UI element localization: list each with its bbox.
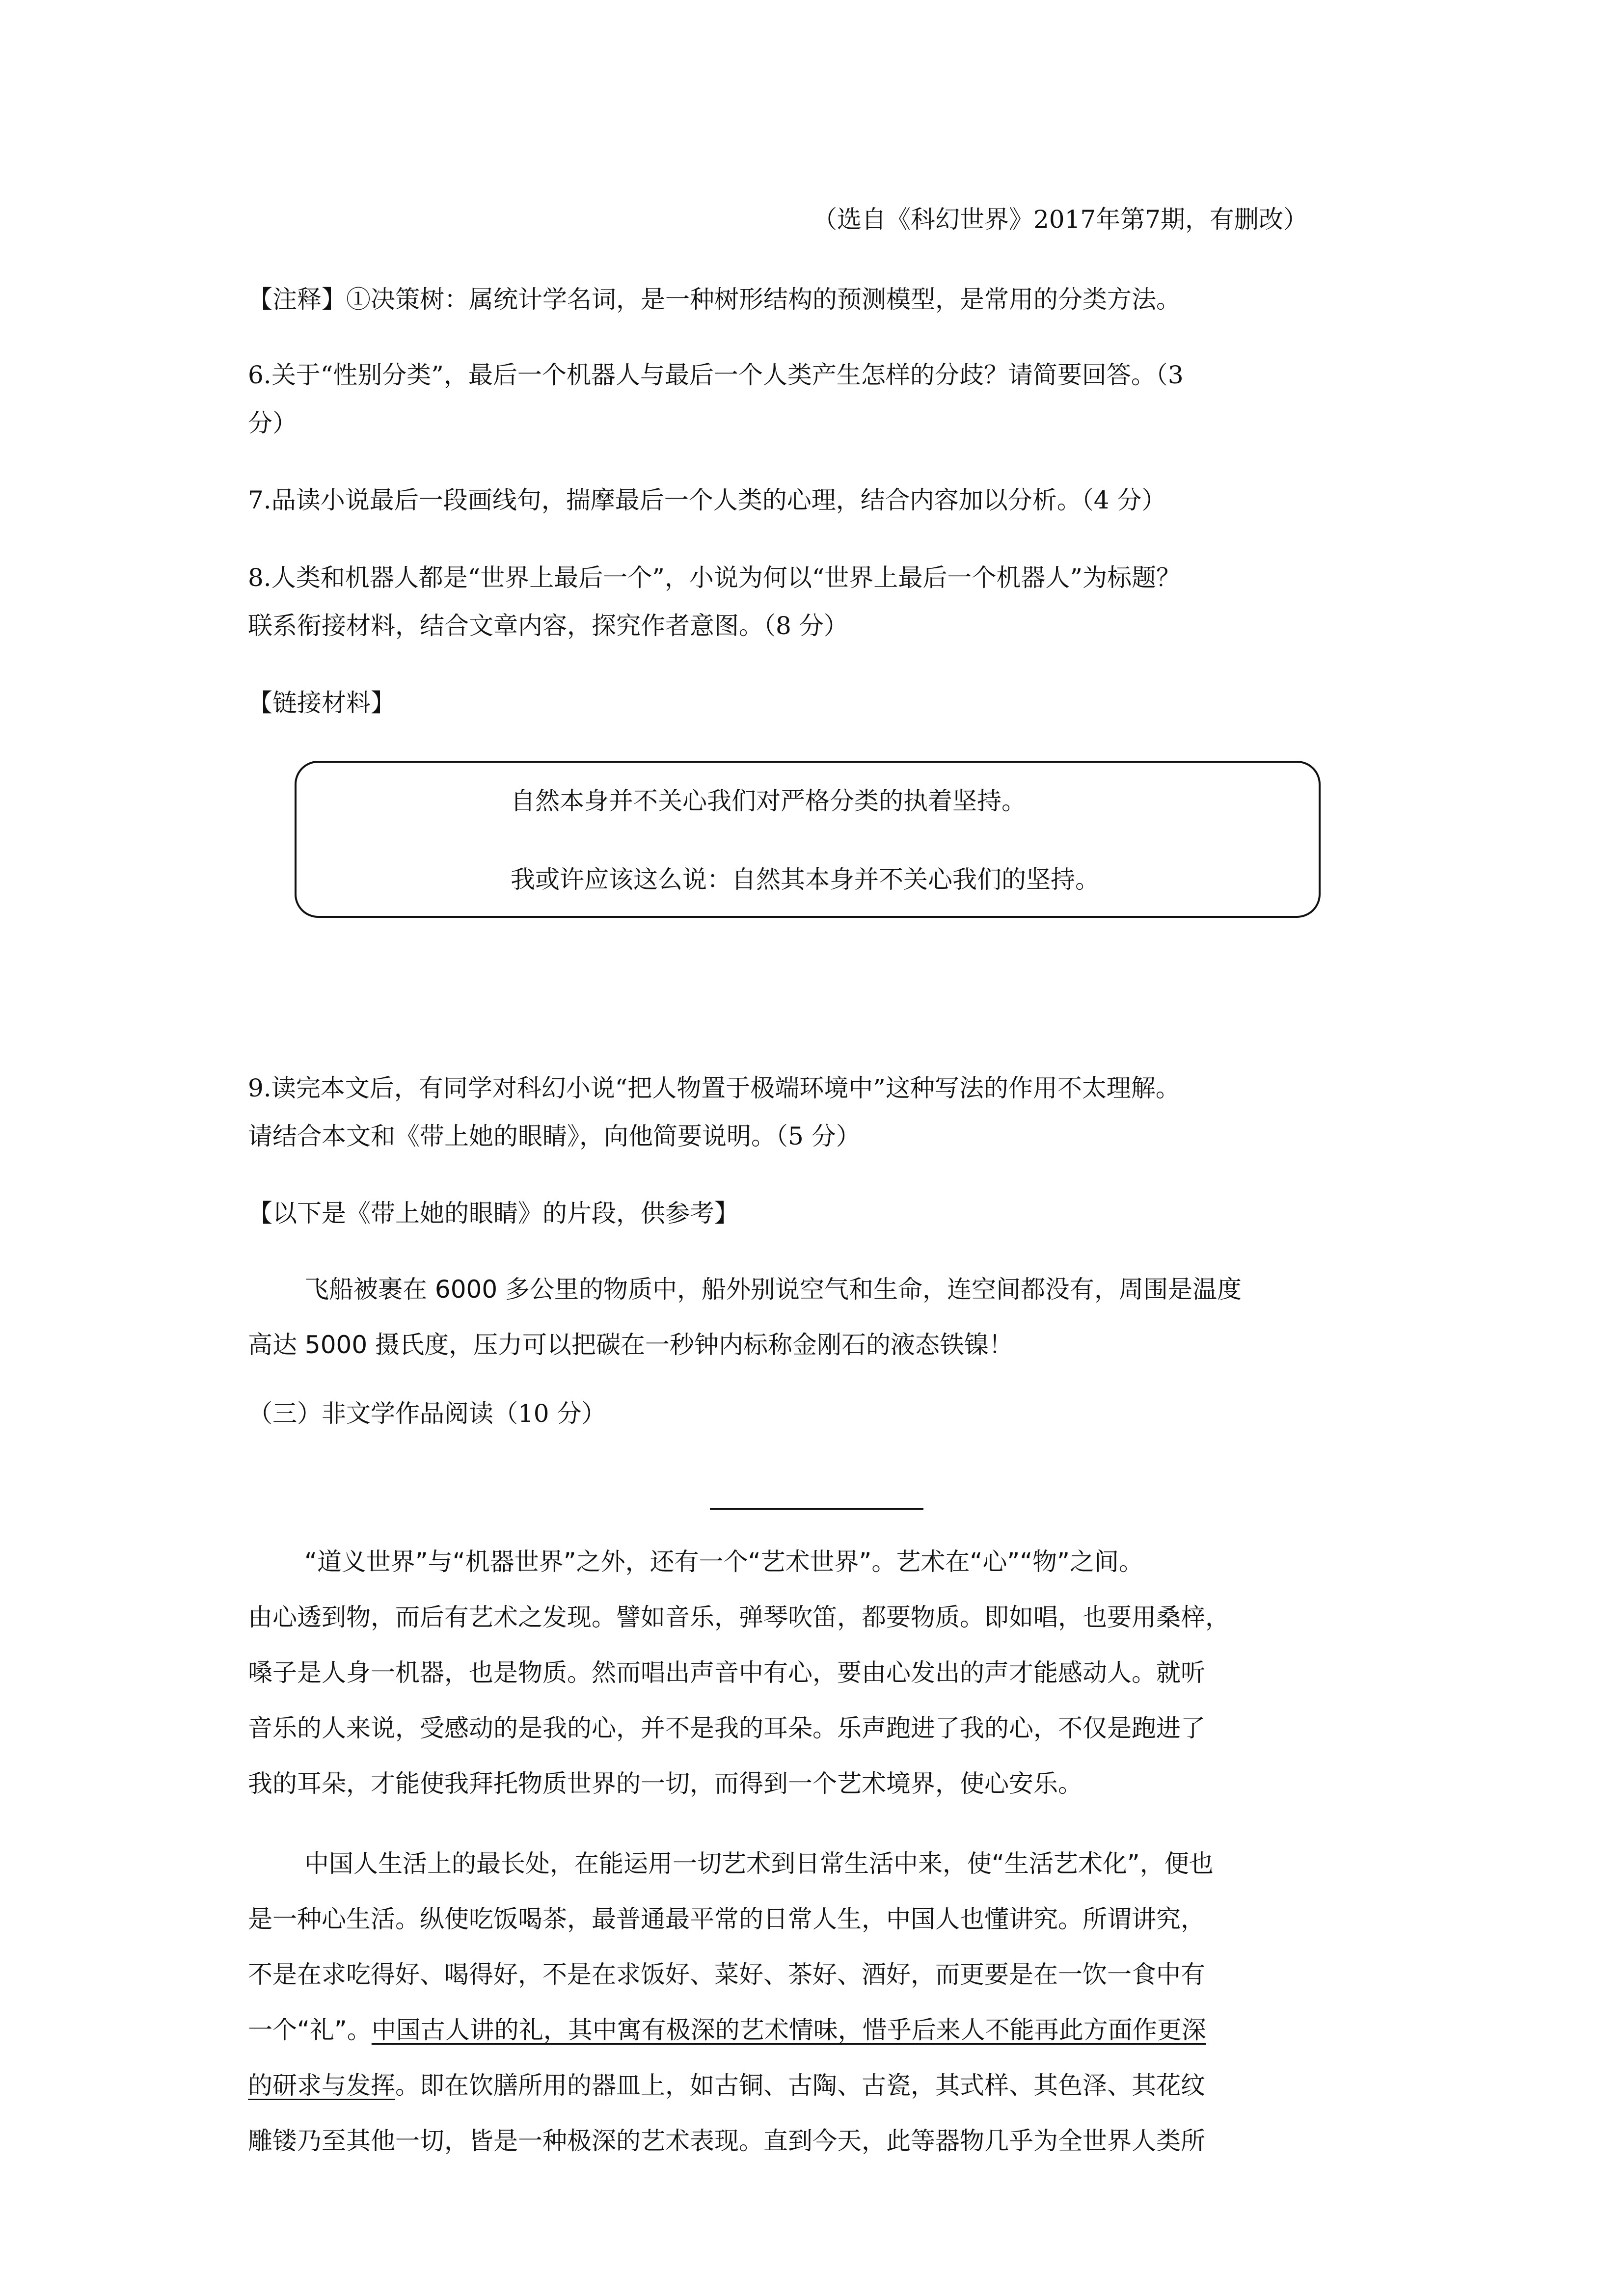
question-6-line-2: 分） <box>248 409 297 437</box>
passage-p1-line-3: 嗓子是人身一机器，也是物质。然而唱出声音中有心，要由心发出的声才能感动人。就听 <box>248 1658 1205 1687</box>
link-material-line-1: 自然本身并不关心我们对严格分类的执着坚持。 <box>511 787 1026 815</box>
excerpt-heading: 【以下是《带上她的眼睛》的片段，供参考】 <box>248 1199 739 1228</box>
passage-p2-line-4-prefix: 一个“礼”。 <box>248 2016 372 2044</box>
passage-p1-line-5: 我的耳朵，才能使我拜托物质世界的一切，而得到一个艺术境界，使心安乐。 <box>248 1769 1083 1798</box>
question-9-line-1: 9.读完本文后，有同学对科幻小说“把人物置于极端环境中”这种写法的作用不太理解。 <box>248 1074 1180 1102</box>
link-material-line-2: 我或许应该这么说：自然其本身并不关心我们的坚持。 <box>511 865 1100 894</box>
passage-p2-line-5 <box>248 2070 1205 2101</box>
section-heading: （三）非文学作品阅读（10 分） <box>248 1399 606 1428</box>
question-9-line-2: 请结合本文和《带上她的眼睛》，向他简要说明。（5 分） <box>248 1122 861 1150</box>
annotation: 【注释】①决策树：属统计学名词，是一种树形结构的预测模型，是常用的分类方法。 <box>248 285 1181 314</box>
passage-p1-line-1: “道义世界”与“机器世界”之外，还有一个“艺术世界”。艺术在“心”“物”之间。 <box>304 1548 1144 1576</box>
underlined-sentence-part-2: 的研求与发挥 <box>248 2071 395 2100</box>
passage-p2-line-5-rest: 。即在饮膳所用的器皿上，如古铜、古陶、古瓷，其式样、其色泽、其花纹 <box>395 2071 1205 2100</box>
question-8-line-1: 8.人类和机器人都是“世界上最后一个”，小说为何以“世界上最后一个机器人”为标题？ <box>248 563 1181 592</box>
question-7: 7.品读小说最后一段画线句，揣摩最后一个人类的心理，结合内容加以分析。（4 分） <box>248 486 1166 514</box>
passage-p2-line-6: 雕镂乃至其他一切，皆是一种极深的艺术表现。直到今天，此等器物几乎为全世界人类所 <box>248 2127 1205 2155</box>
source-note: （选自《科幻世界》2017年第7期，有删改） <box>812 205 1308 234</box>
excerpt-line-2: 高达 5000 摄氏度，压力可以把碳在一秒钟内标称金刚石的液态铁镍！ <box>248 1331 1014 1359</box>
question-8-line-2: 联系衔接材料，结合文章内容，探究作者意图。（8 分） <box>248 612 848 640</box>
passage-p2-line-3: 不是在求吃得好、喝得好，不是在求饭好、菜好、茶好、酒好，而更要是在一饮一食中有 <box>248 1960 1205 1989</box>
passage-p2-line-2: 是一种心生活。纵使吃饭喝茶，最普通最平常的日常人生，中国人也懂讲究。所谓讲究， <box>248 1905 1205 1933</box>
excerpt-line-1: 飞船被裹在 6000 多公里的物质中，船外别说空气和生命，连空间都没有，周围是温度 <box>304 1275 1242 1304</box>
separator-line <box>710 1508 923 1510</box>
link-material-heading: 【链接材料】 <box>248 689 395 717</box>
passage-p2-line-4 <box>248 2014 1206 2046</box>
passage-p1-line-4: 音乐的人来说，受感动的是我的心，并不是我的耳朵。乐声跑进了我的心，不仅是跑进了 <box>248 1714 1205 1742</box>
question-6-line-1: 6.关于“性别分类”，最后一个机器人与最后一个人类产生怎样的分歧？请简要回答。（3 <box>248 361 1184 389</box>
passage-p2-line-1: 中国人生活上的最长处，在能运用一切艺术到日常生活中来，使“生活艺术化”，便也 <box>304 1849 1214 1878</box>
passage-p1-line-2: 由心透到物，而后有艺术之发现。譬如音乐，弹琴吹笛，都要物质。即如唱，也要用桑梓， <box>248 1603 1230 1631</box>
underlined-sentence-part-1: 中国古人讲的礼，其中寓有极深的艺术情味，惜乎后来人不能再此方面作更深 <box>371 2016 1206 2044</box>
